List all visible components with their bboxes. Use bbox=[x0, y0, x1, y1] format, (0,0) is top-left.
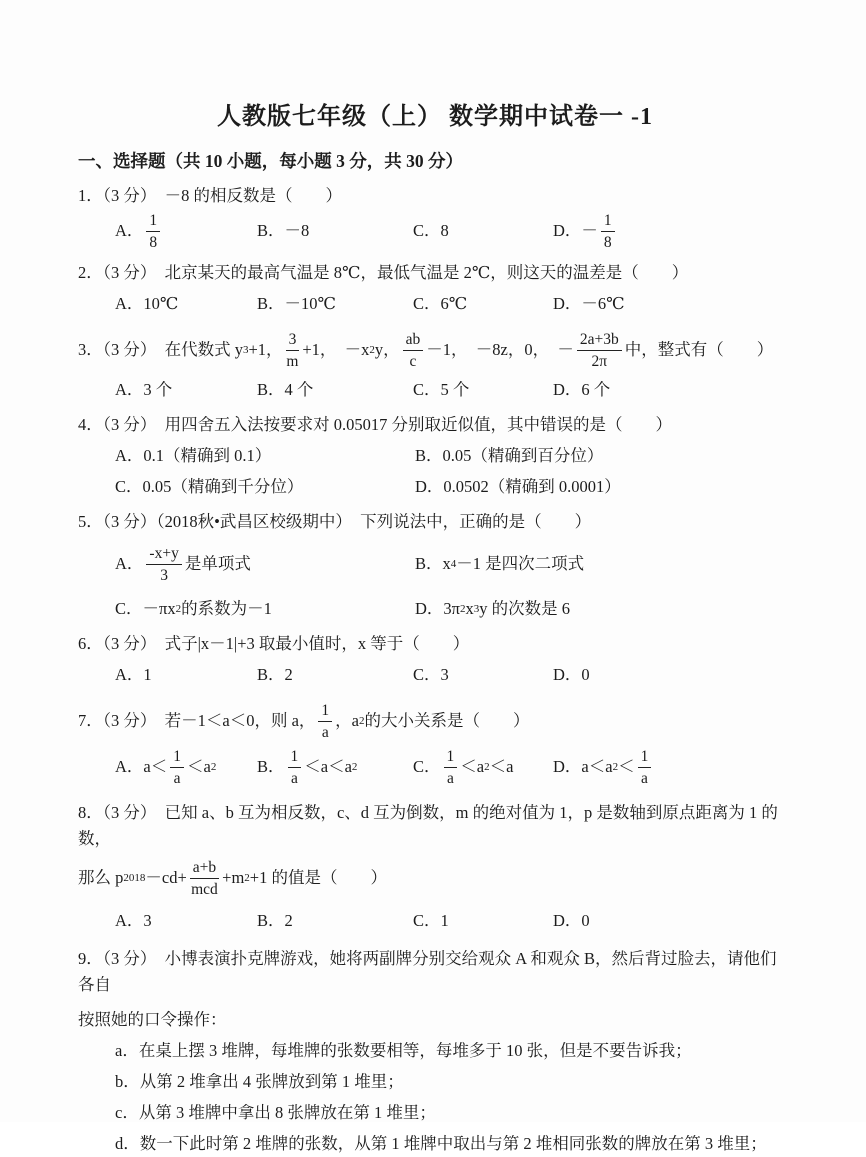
q7-option-c: C． $\frac{1}{a}$ ＜a 2 ＜a bbox=[413, 748, 514, 788]
q6-option-c: C．3 bbox=[413, 665, 449, 685]
q6-option-a: A．1 bbox=[115, 665, 152, 685]
q8-option-a: A．3 bbox=[115, 911, 152, 931]
question-4 bbox=[78, 412, 792, 500]
fraction: $\frac{2a+3b}{2\pi}$ bbox=[577, 330, 622, 370]
q9-step-d: d．数一下此时第 2 堆牌的张数，从第 1 堆牌中取出与第 2 堆相同张数的牌放在第 3 堆里； bbox=[115, 1134, 767, 1154]
q1-option-a: A． $\frac{1}{8}$ bbox=[115, 211, 257, 251]
q3-stem: 3．（3 分） 在代数式 y 3 +1， $\frac{3}{m}$ +1， －x 2 y， $\frac{ab}{c}$ －1， －8z，0， － $\frac{2a+3b}{2\pi}$ 中，整式有（ ） bbox=[78, 331, 774, 371]
q5-option-b: B．x 4 －1 是四次二项式 bbox=[415, 554, 585, 574]
q5-option-c: C．－πx 2 的系数为－1 bbox=[115, 599, 272, 619]
q1-options bbox=[78, 211, 792, 251]
q5-options-row2 bbox=[78, 596, 792, 622]
q6-option-d: D．0 bbox=[553, 665, 590, 685]
q3-options bbox=[78, 377, 792, 403]
question-8 bbox=[78, 800, 792, 934]
question-3 bbox=[78, 326, 792, 403]
question-7 bbox=[78, 697, 792, 787]
q6-options bbox=[78, 662, 792, 688]
q8-line2: 那么 p 2018 －cd+ $\frac{a+b}{\text{mcd}}$ +m 2 +1 的值是（ ） bbox=[78, 859, 387, 899]
q4-stem: 4．（3 分） 用四舍五入法按要求对 0.05017 分别取近似值，其中错误的是（ ） bbox=[78, 415, 672, 435]
q7-option-a: A．a＜ $\frac{1}{a}$ ＜a 2 bbox=[115, 748, 217, 788]
q4-option-b: B．0.05（精确到百分位） bbox=[415, 446, 604, 466]
question-6 bbox=[78, 631, 792, 688]
fraction: $\frac{1}{a}$ bbox=[638, 747, 652, 787]
q7-option-b: B． $\frac{1}{a}$ ＜a＜a 2 bbox=[257, 748, 358, 788]
page-title: 人教版七年级（上） 数学期中试卷一 -1 bbox=[217, 104, 653, 130]
fraction: $\frac{1}{a}$ bbox=[170, 747, 184, 787]
q1-option-b: B．－8 bbox=[257, 221, 310, 241]
q2-option-a: A．10℃ bbox=[115, 294, 179, 314]
fraction: $\frac{-x+y}{3}$ bbox=[146, 544, 181, 584]
fraction: $\frac{1}{8}$ bbox=[601, 211, 615, 251]
q2-option-b: B．－10℃ bbox=[257, 294, 336, 314]
q4-option-c: C．0.05（精确到千分位） bbox=[115, 477, 304, 497]
fraction: $\frac{1}{a}$ bbox=[318, 701, 332, 741]
q6-option-b: B．2 bbox=[257, 665, 293, 685]
fraction: $\frac{a+b}{\text{mcd}}$ bbox=[191, 859, 218, 899]
q8-option-d: D．0 bbox=[553, 911, 590, 931]
q9-step-b: b．从第 2 堆拿出 4 张牌放到第 1 堆里； bbox=[115, 1072, 404, 1092]
q2-option-c: C．6℃ bbox=[413, 294, 468, 314]
question-1 bbox=[78, 183, 792, 251]
q1-option-c: C．8 bbox=[413, 221, 449, 241]
q1-option-d: D．－ $\frac{1}{8}$ bbox=[553, 211, 792, 251]
q9-line1: 9．（3 分） 小博表演扑克牌游戏，她将两副牌分别交给观众 A 和观众 B，然后背过脸去，请他们各自 bbox=[78, 949, 777, 995]
q8-option-c: C．1 bbox=[413, 911, 449, 931]
q9-line2: 按照她的口令操作： bbox=[78, 1010, 227, 1030]
q2-option-d: D．－6℃ bbox=[553, 294, 625, 314]
q4-options-row1 bbox=[78, 443, 792, 469]
q2-options bbox=[78, 291, 792, 317]
q7-option-d: D．a＜a 2 ＜ $\frac{1}{a}$ bbox=[553, 747, 792, 787]
q4-options-row2 bbox=[78, 474, 792, 500]
q4-option-d: D．0.0502（精确到 0.0001） bbox=[415, 477, 621, 497]
q2-stem: 2．（3 分） 北京某天的最高气温是 8℃，最低气温是 2℃，则这天的温差是（ ） bbox=[78, 263, 689, 283]
fraction: $\frac{ab}{c}$ bbox=[403, 330, 424, 370]
fraction: $\frac{1}{a}$ bbox=[444, 747, 458, 787]
fraction: $\frac{1}{a}$ bbox=[288, 747, 302, 787]
q7-stem: 7．（3 分） 若－1＜a＜0，则 a， $\frac{1}{a}$ ，a 2 的大小关系是（ ） bbox=[78, 702, 530, 742]
question-2 bbox=[78, 260, 792, 317]
q5-stem: 5．（3 分）（2018秋•武昌区校级期中） 下列说法中，正确的是（ ） bbox=[78, 512, 592, 532]
q9-step-c: c．从第 3 堆牌中拿出 8 张牌放在第 1 堆里； bbox=[115, 1103, 436, 1123]
q3-option-d: D．6 个 bbox=[553, 380, 611, 400]
q8-option-b: B．2 bbox=[257, 911, 293, 931]
q3-option-b: B．4 个 bbox=[257, 380, 314, 400]
question-9 bbox=[78, 946, 792, 1157]
q8-line1: 8．（3 分） 已知 a、b 互为相反数，c、d 互为倒数，m 的绝对值为 1，p 是数轴到原点距离为 1 的数， bbox=[78, 803, 778, 849]
q1-stem: 1．（3 分） －8 的相反数是（ ） bbox=[78, 186, 342, 205]
q4-option-a: A．0.1（精确到 0.1） bbox=[115, 446, 272, 466]
fraction: $\frac{1}{8}$ bbox=[146, 211, 160, 251]
fraction: $\frac{3}{m}$ bbox=[286, 331, 299, 371]
q3-option-a: A．3 个 bbox=[115, 380, 173, 400]
q3-option-c: C．5 个 bbox=[413, 380, 470, 400]
q9-step-a: a．在桌上摆 3 堆牌，每堆牌的张数要相等，每堆多于 10 张，但是不要告诉我； bbox=[115, 1041, 692, 1061]
q5-options-row1 bbox=[78, 540, 792, 588]
question-5 bbox=[78, 509, 792, 622]
q7-options bbox=[78, 747, 792, 787]
q5-option-d: D．3π 2 x 3 y 的次数是 6 bbox=[415, 599, 570, 619]
q5-option-a: A． $\frac{-x+y}{3}$ 是单项式 bbox=[115, 545, 251, 585]
section-heading: 一、选择题（共 10 小题，每小题 3 分，共 30 分） bbox=[78, 151, 463, 171]
q8-options bbox=[78, 908, 792, 934]
q6-stem: 6．（3 分） 式子|x－1|+3 取最小值时，x 等于（ ） bbox=[78, 634, 470, 654]
